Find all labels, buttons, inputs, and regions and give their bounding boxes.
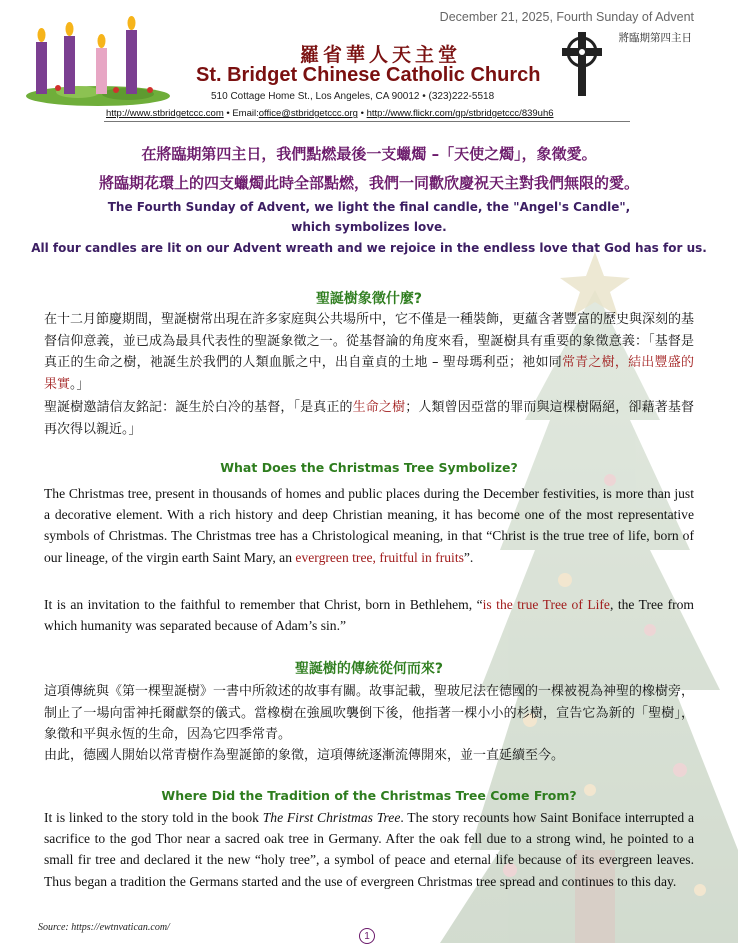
flickr-link[interactable]: http://www.flickr.com/gp/stbridgetccc/839uh6 [366,108,554,119]
text-run: It is an invitation to the faithful to remember that Christ, born in Bethlehem, “ [44,597,483,612]
section2-zh-paragraph2: 由此，德國人開始以常青樹作為聖誕節的象徵，這項傳統逐漸流傳開來，並一直延續至今。 [44,748,565,763]
highlight-text: is the true Tree of Life [482,597,610,612]
banner-en-line1: The Fourth Sunday of Advent, we light the final candle, the "Angel's Candle", [107,200,631,214]
section2-heading-en: Where Did the Tradition of the Christmas Tree Come From? [161,788,577,803]
advent-candles-icon [18,8,178,108]
section1-zh-paragraph2 [44,397,694,440]
website-link[interactable]: http://www.stbridgetccc.com [106,108,224,119]
section1-zh-paragraph1 [44,309,694,395]
contact-links [106,108,554,119]
banner-zh-line1: 在將臨期第四主日，我們點燃最後一支蠟燭 –「天使之燭」，象徵愛。 [141,145,597,163]
banner-zh-line2: 將臨期花環上的四支蠟燭此時全部點燃，我們一同歡欣慶祝天主對我們無限的愛。 [98,174,639,192]
book-title: The First Christmas Tree [262,810,401,825]
section2-heading-zh: 聖誕樹的傳統從何而來? [294,661,444,677]
text-run: The Christmas tree, present in thousands of homes and public places during the December festivities, is more than just a decorative element. With a rich history and deep Christian meaning, it has become one of the most representative symbols of Christmas. The Christmas tree has a Christological meaning, in that “Christ is the true tree of life, born of our lineage, of the virgin earth Saint Mary, an [44,486,694,565]
email-link[interactable]: office@stbridgetccc.org [258,108,358,119]
text-run: . The story recounts how Saint Boniface interrupted a sacrifice to the god Thor near a sacred oak tree in Germany. After the oak fell due to a strong wind, he pointed to a small fir tree and declared it the new “holy tree”, a symbol of peace and eternal life because of its evergreen leaves. Thus began a tradition the Germans started and the use of evergreen Christmas tree spread and continues to this day. [44,810,695,889]
banner-en-line2: which symbolizes love. [291,220,447,234]
church-name-zh: 羅省華人天主堂 [300,44,462,66]
email-label: • Email: [223,108,259,119]
text-run: ；人類曾因亞當的罪而與這棵樹隔絕，卻藉著基督再次得以親近。」 [44,400,694,437]
text-run: 在十二月節慶期間，聖誕樹常出現在許多家庭與公共場所中，它不僅是一種裝飾，更蘊含著豐富的歷史與深刻的基督信仰意義，並已成為最具代表性的聖誕象徵之一。從基督論的角度來看，聖誕樹具有重要的象徵意義：「基督是真正的生命之樹，祂誕生於我們的人類血脈之中，出自童貞的土地 – 聖母瑪利亞；祂如同 [44,312,695,370]
section1-heading-en: What Does the Christmas Tree Symbolize? [220,460,518,475]
celtic-cross-icon [560,32,604,96]
section2-zh-paragraph1: 這項傳統與《第一棵聖誕樹》一書中所敘述的故事有關。故事記載，聖玻尼法在德國的一棵被視為神聖的橡樹旁，制止了一場向雷神托爾獻祭的儀式。當橡樹在強風吹襲倒下後，他指著一棵小小的杉樹，宣告它為新的「聖樹」，象徵和平與永恆的生命，因為它四季常青。 [44,684,695,742]
section1-en-paragraph1 [44,483,694,568]
church-name-en: St. Bridget Chinese Catholic Church [196,64,541,86]
text-run: 聖誕樹邀請信友銘記：誕生於白冷的基督，「是真正的 [44,400,353,415]
highlight-text: 常青之樹，結出豐盛的果實 [44,355,694,392]
section2-en-paragraph1 [44,807,694,892]
link-separator: • [357,108,367,119]
source-link[interactable]: https://ewtnvatican.com/ [71,922,170,933]
page-number: 1 [359,928,375,944]
highlight-text: 生命之樹 [352,400,406,415]
text-run: , the Tree from which humanity was separated because of Adam’s sin.” [44,597,694,634]
church-address: 510 Cottage Home St., Los Angeles, CA 90012 • (323)222-5518 [211,91,495,102]
header-divider [104,121,630,122]
text-run: It is linked to the story told in the book [44,810,263,825]
text-run: 。」 [70,376,90,392]
section1-heading-zh: 聖誕樹象徵什麼? [315,291,423,307]
date-line: December 21, 2025, Fourth Sunday of Advent [439,10,694,24]
advent-week-zh: 將臨期第四主日 [618,32,692,44]
section1-en-paragraph2 [44,594,694,636]
source-line [38,922,170,933]
banner-en-line3: All four candles are lit on our Advent wreath and we rejoice in the endless love that God has for us. [31,241,707,255]
source-label: Source: [38,922,72,933]
highlight-text: evergreen tree, fruitful in fruits [295,549,464,565]
text-run: ”. [463,549,474,565]
